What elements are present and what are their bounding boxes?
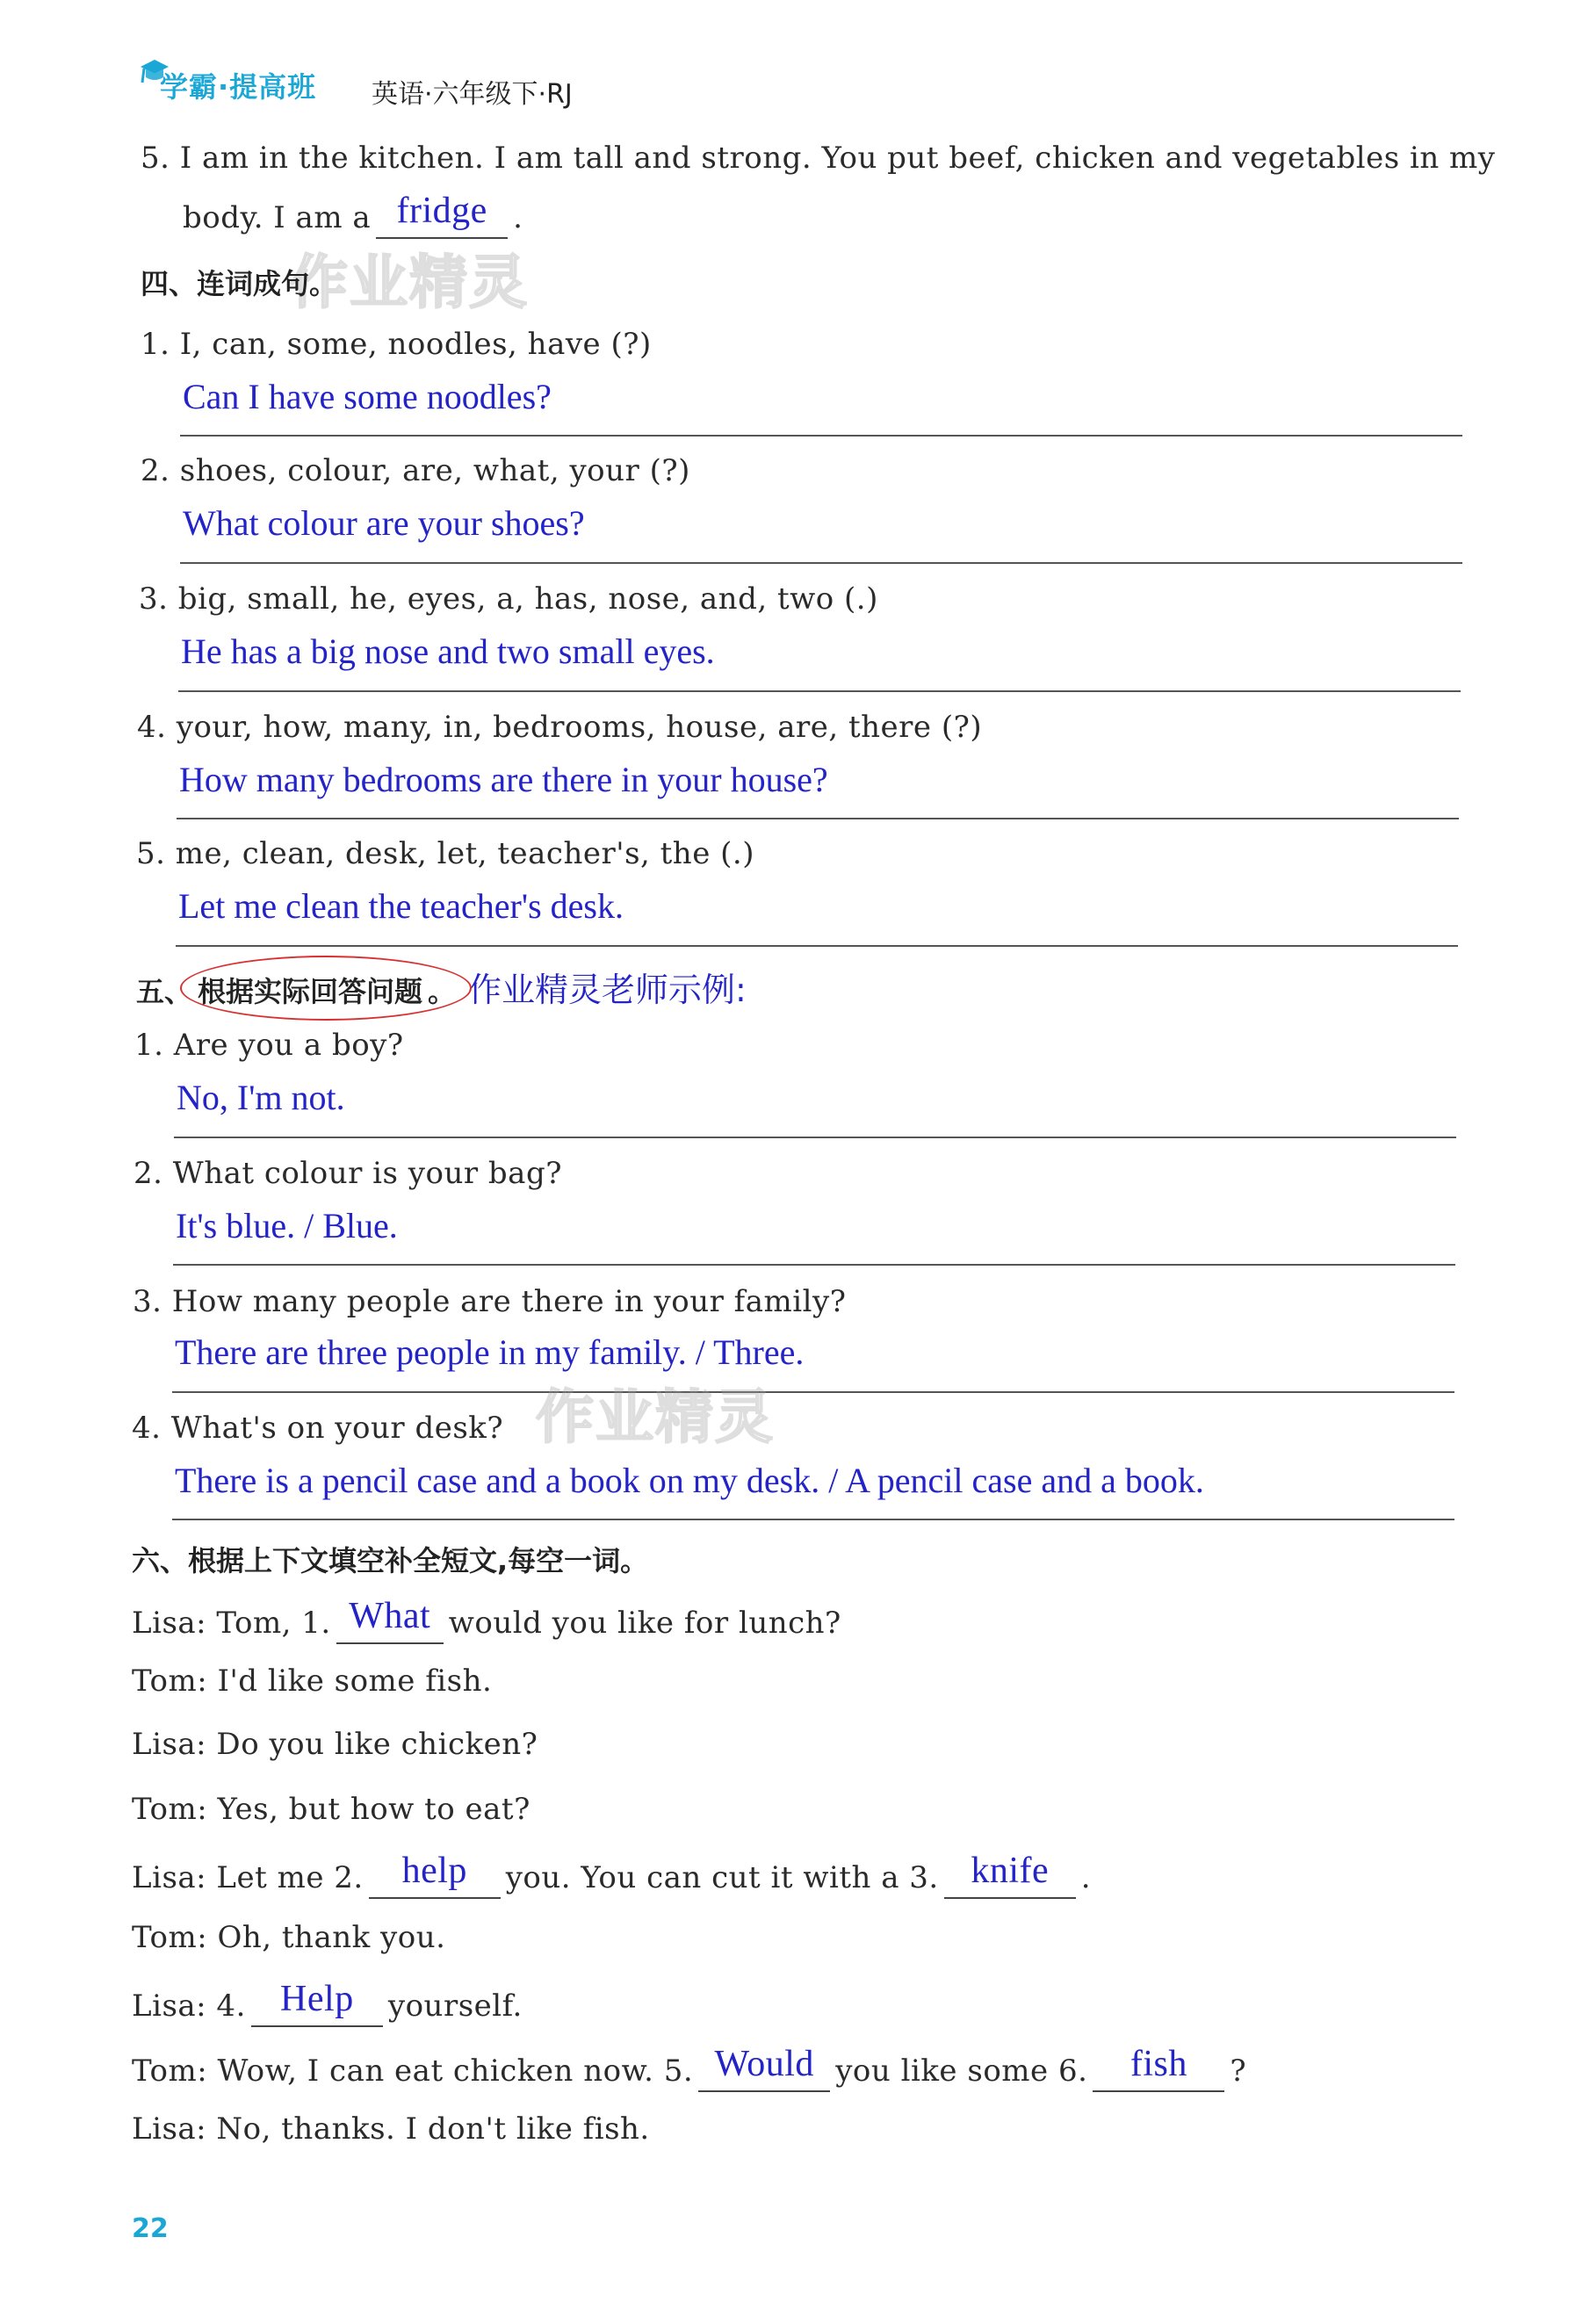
blank-6[interactable] xyxy=(1093,2044,1224,2092)
section5-title-circled-text: 根据实际回答问题 xyxy=(198,975,423,1008)
watermark: 作业精灵 xyxy=(536,1383,775,1451)
dialogue-line-4: Tom: Yes, but how to eat? xyxy=(132,1792,530,1827)
dialogue-1-pre: Lisa: Tom, 1. xyxy=(132,1606,331,1641)
dialogue-7-post: yourself. xyxy=(387,1988,523,2024)
blank-2[interactable] xyxy=(369,1851,501,1899)
blank-3[interactable] xyxy=(944,1851,1076,1899)
dialogue-line-8 xyxy=(132,2044,1247,2092)
blank-5[interactable] xyxy=(698,2044,830,2092)
dialogue-5-post: . xyxy=(1080,1860,1092,1895)
blank-1-answer: What xyxy=(349,1596,431,1636)
s4-q5-answer: Let me clean the teacher's desk. xyxy=(178,886,624,926)
s5-q1-prompt: 1. Are you a boy? xyxy=(134,1028,404,1063)
dialogue-line-9: Lisa: No, thanks. I don't like fish. xyxy=(132,2111,650,2147)
dialogue-5-mid: you. You can cut it with a 3. xyxy=(505,1860,939,1895)
dialogue-8-pre: Tom: Wow, I can eat chicken now. 5. xyxy=(132,2053,694,2089)
s5-q2-answer: It's blue. / Blue. xyxy=(176,1206,398,1245)
blank-5-answer: Would xyxy=(714,2044,814,2084)
s5-q3-answer: There are three people in my family. / Three. xyxy=(175,1332,805,1372)
dialogue-line-7 xyxy=(132,1979,523,2027)
s5-q2-answer-line xyxy=(173,1264,1455,1266)
s4-q3-prompt: 3. big, small, he, eyes, a, has, nose, and, two (.) xyxy=(139,581,878,617)
s4-q3-answer-line xyxy=(178,690,1461,692)
blank-3-answer: knife xyxy=(971,1851,1050,1891)
section5-title xyxy=(136,963,747,1011)
s5-q4-answer: There is a pencil case and a book on my desk. / A pencil case and a book. xyxy=(175,1461,1204,1500)
brand-logo xyxy=(139,54,350,107)
s4-q2-answer: What colour are your shoes? xyxy=(183,503,585,543)
s5-q2-prompt: 2. What colour is your bag? xyxy=(134,1156,562,1191)
s5-q3-answer-line xyxy=(172,1391,1454,1393)
dialogue-7-pre: Lisa: 4. xyxy=(132,1988,246,2024)
s4-q1-answer: Can I have some noodles? xyxy=(183,377,552,416)
dialogue-1-post: would you like for lunch? xyxy=(448,1606,841,1641)
s3-q5-blank[interactable] xyxy=(376,191,508,239)
dialogue-5-pre: Lisa: Let me 2. xyxy=(132,1860,364,1895)
section5-title-prefix: 五、 xyxy=(136,975,193,1008)
page-number: 22 xyxy=(132,2213,169,2244)
s4-q2-prompt: 2. shoes, colour, are, what, your (?) xyxy=(141,453,690,488)
dialogue-line-5 xyxy=(132,1851,1092,1899)
blank-6-answer: fish xyxy=(1129,2044,1187,2084)
page-header xyxy=(139,54,573,110)
dialogue-line-3: Lisa: Do you like chicken? xyxy=(132,1727,538,1762)
s3-q5-post: . xyxy=(513,200,523,235)
dialogue-8-post: ? xyxy=(1230,2053,1247,2089)
dialogue-line-1 xyxy=(132,1596,841,1644)
s5-q1-answer-line xyxy=(174,1137,1456,1138)
dialogue-line-6: Tom: Oh, thank you. xyxy=(132,1920,446,1955)
s3-q5-line2 xyxy=(183,191,523,239)
blank-1[interactable] xyxy=(336,1596,444,1644)
s4-q4-prompt: 4. your, how, many, in, bedrooms, house, are, there (?) xyxy=(137,710,983,745)
s4-q4-answer: How many bedrooms are there in your house? xyxy=(179,760,828,799)
s5-q4-answer-line xyxy=(172,1519,1454,1520)
dialogue-line-2: Tom: I'd like some fish. xyxy=(132,1664,493,1699)
section5-title-suffix: 。 xyxy=(428,975,457,1008)
watermark: 作业精灵 xyxy=(290,249,529,316)
blank-4[interactable] xyxy=(251,1979,383,2027)
s3-q5-line1: 5. I am in the kitchen. I am tall and strong. You put beef, chicken and vegetables in my xyxy=(141,141,1496,176)
s4-q1-answer-line xyxy=(180,435,1462,437)
section4-title: 四、连词成句。 xyxy=(141,267,338,300)
red-circle-mark xyxy=(180,956,472,1021)
s4-q3-answer: He has a big nose and two small eyes. xyxy=(181,632,715,671)
s5-q4-prompt: 4. What's on your desk? xyxy=(132,1411,504,1446)
s4-q5-answer-line xyxy=(176,945,1458,947)
section6-title: 六、根据上下文填空补全短文,每空一词。 xyxy=(132,1544,649,1577)
section5-title-circled xyxy=(192,970,428,1010)
s4-q5-prompt: 5. me, clean, desk, let, teacher's, the (.) xyxy=(136,836,754,871)
s5-q3-prompt: 3. How many people are there in your family? xyxy=(133,1284,847,1319)
s4-q2-answer-line xyxy=(180,562,1462,564)
blank-2-answer: help xyxy=(401,1851,467,1891)
dialogue-8-mid: you like some 6. xyxy=(835,2053,1088,2089)
blank-4-answer: Help xyxy=(280,1979,354,2019)
s4-q4-answer-line xyxy=(177,818,1459,819)
s3-q5-answer: fridge xyxy=(396,191,487,231)
s3-q5-pre: body. I am a xyxy=(183,200,372,235)
s5-q1-answer: No, I'm not. xyxy=(177,1078,345,1117)
teacher-example-note: 作业精灵老师示例: xyxy=(468,971,747,1009)
brand-logo-text: 学霸·提高班 xyxy=(160,70,317,104)
s4-q1-prompt: 1. I, can, some, noodles, have (?) xyxy=(141,327,652,362)
book-info: 英语·六年级下·RJ xyxy=(372,79,573,110)
